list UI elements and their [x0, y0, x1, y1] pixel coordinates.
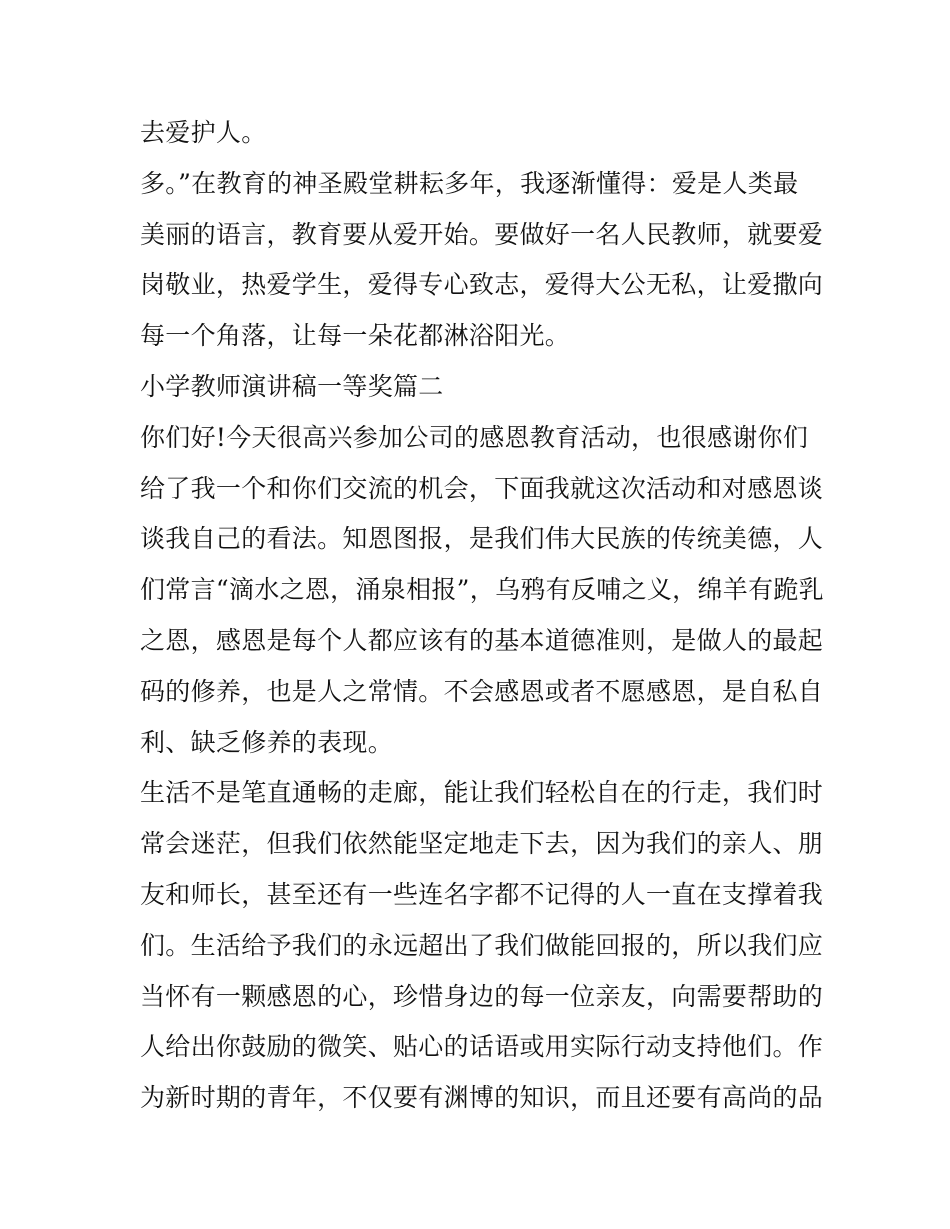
text-line: 岗敬业，热爱学生，爱得专心致志，爱得大公无私，让爱撒向: [140, 270, 824, 300]
text-line: 当怀有一颗感恩的心，珍惜身边的每一位亲友，向需要帮助的: [140, 981, 824, 1011]
text-line: 常会迷茫，但我们依然能坚定地走下去，因为我们的亲人、朋: [140, 829, 824, 859]
text-line: 你们好!今天很高兴参加公司的感恩教育活动，也很感谢你们: [140, 422, 809, 452]
text-line: 每一个角落，让每一朵花都淋浴阳光。: [140, 321, 571, 351]
text-line: 利、缺乏修养的表现。: [140, 727, 394, 757]
text-line: 去爱护人。: [140, 118, 267, 147]
text-line: 给了我一个和你们交流的机会，下面我就这次活动和对感恩谈: [140, 473, 824, 503]
text-line: 多。”在教育的神圣殿堂耕耘多年，我逐渐懂得：爱是人类最: [140, 168, 799, 198]
text-line: 之恩，感恩是每个人都应该有的基本道德准则，是做人的最起: [140, 625, 824, 655]
text-line: 码的修养，也是人之常情。不会感恩或者不愿感恩，是自私自: [140, 676, 824, 706]
text-line: 谈我自己的看法。知恩图报，是我们伟大民族的传统美德，人: [140, 524, 824, 554]
text-line: 美丽的语言，教育要从爱开始。要做好一名人民教师，就要爱: [140, 219, 824, 249]
text-line: 友和师长，甚至还有一些连名字都不记得的人一直在支撑着我: [140, 879, 824, 909]
text-line: 为新时期的青年，不仅要有渊博的知识，而且还要有高尚的品: [140, 1083, 824, 1113]
text-line: 们。生活给予我们的永远超出了我们做能回报的，所以我们应: [140, 930, 824, 960]
document-body: [140, 108, 824, 1124]
text-line: 们常言“滴水之恩，涌泉相报”，乌鸦有反哺之义，绵羊有跪乳: [140, 575, 824, 605]
section-heading: 小学教师演讲稿一等奖篇二: [140, 371, 444, 401]
text-line: 生活不是笔直通畅的走廊，能让我们轻松自在的行走，我们时: [140, 778, 824, 808]
text-line: 人给出你鼓励的微笑、贴心的话语或用实际行动支持他们。作: [140, 1032, 824, 1062]
